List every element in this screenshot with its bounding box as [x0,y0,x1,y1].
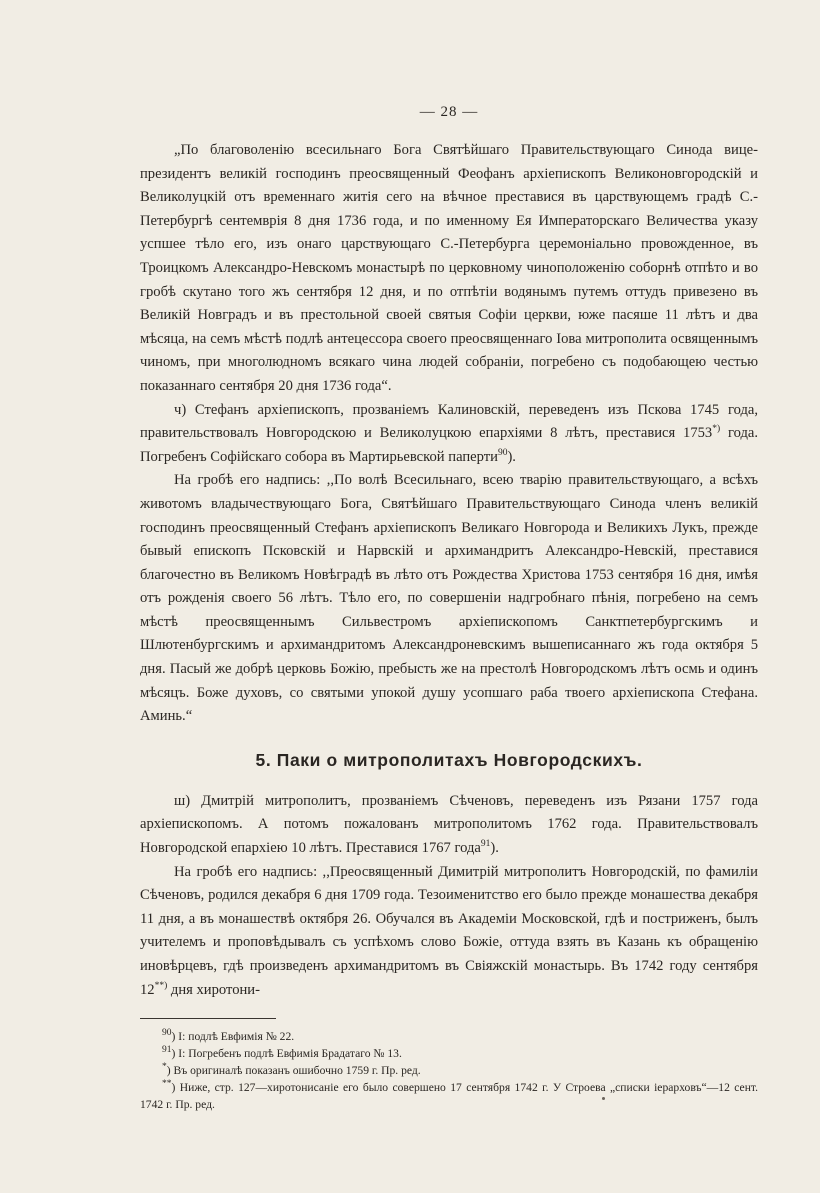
footnote-star [140,1062,758,1079]
footnote-mark: 90 [162,1028,172,1039]
footnote-text: ) I: подлѣ Евфимія № 22. [171,1030,295,1044]
page-number: — 28 — [419,104,479,120]
dimitry-text-2: ). [490,840,499,857]
dimitry-inscription-text-2: дня хиротони- [167,981,260,998]
dimitry-inscription-text-1: На гробѣ его надпись: ,,Преосвященный Димитрій митрополитъ Новгородскій, по фамиліи Сѣченовъ, родился декабря 6 дня 1709 года. Тезоименитство его было прежде монашества декабря 11 дня, а въ монашествѣ октября 26. Обучался въ Академіи Московской, гдѣ и постриженъ, былъ учителемъ и проповѣдывалъ съ успѣхомъ слово Божіе, оттуда взять въ Казань къ обращенію иновѣрцевъ, гдѣ произведенъ архимандритомъ въ Свіяжскій монастырь. Въ 1742 году сентября 12 [140,863,758,998]
stefan-paragraph [140,399,758,470]
stefan-text-1: ч) Стефанъ архіепископъ, прозваніемъ Калиновскій, переведенъ изъ Пскова 1745 года, правительствовалъ Новгородскою и Великолуцкою епархіями 8 лѣтъ, преставися 1753 [140,401,758,442]
footnote-ref-90: 90 [497,447,508,458]
footnote-91 [140,1045,758,1062]
footnote-text: ) Въ оригиналѣ показанъ ошибочно 1759 г. Пр. ред. [166,1064,421,1078]
footnote-mark: ** [162,1079,172,1090]
section-heading: 5. Паки о митрополитахъ Новгородскихъ. [255,749,643,770]
stefan-text-3: ). [507,448,516,465]
dimitry-text-1: ш) Дмитрій митрополитъ, прозваніемъ Сѣченовъ, переведенъ изъ Рязани 1757 года архіепископомъ. А потомъ пожалованъ митрополитомъ 1762 года. Правительствовалъ Новгородской епархіею 10 лѣтъ. Преставися 1767 года [140,792,758,857]
intro-quote-paragraph: „По благоволенію всесильнаго Бога Святѣйшаго Правительствующаго Синода вице-президентъ великій господинъ преосвященный Феофанъ архіепископъ Великоновгородскій и Великолуцкій отъ временнаго житія сего на вѣчное преставися въ царствующемъ градѣ С.-Петербургѣ сентемврія 8 дня 1736 года, и по именному Ея Императорскаго Величества указу успшее тѣло его, изъ онаго царствующаго С.-Петербурга церемоніально провожденное, въ Троицкомъ Александро-Невскомъ монастырѣ по церковному чиноположенію соборнѣ отпѣто и во гробѣ скутано того жъ сентября 12 дня, и по отпѣтіи водянымъ путемъ оттудъ привезено въ Великій Новградъ и въ престольной своей святыя Софіи церкви, юже пасяше 11 лѣтъ и два мѣсяца, на семъ мѣстѣ подлѣ антецессора своего преосвященнаго Іова митрополита освященнымъ чиномъ, при многолюдномъ всякаго чина людей собраніи, погребено съ подобающею честью показаннаго сентября 20 дня 1736 года“. [140,142,758,394]
footnote-90 [140,1028,758,1045]
dimitry-paragraph [140,790,758,861]
dimitry-inscription-paragraph [140,861,758,1003]
stefan-inscription-paragraph: На гробѣ его надпись: ,,По волѣ Всесильнаго, всею тварію правительствующаго, а всѣхъ животомъ владычествующаго Бога, Святѣйшаго Правительствующаго Синода членъ великій господинъ преосвященный Стефанъ архіепископъ Великаго Новгорода и Великихъ Лукъ, прежде бывый епископъ Псковскій и Нарвскій и архимандритъ Александро-Невскій, преставися благочестно въ Великомъ Новѣградѣ въ лѣто отъ Рождества Христова 1753 сентября 16 дня, имѣя отъ рожденія своего 56 лѣтъ. Тѣло его, по совершеніи надгробнаго пѣнія, погребено на семъ мѣстѣ преосвященнымъ Сильвестромъ архіепископомъ Санктпетербургскимъ и Шлютенбургскимъ и архимандритомъ Александроневскимъ вышеписаннаго жъ года октября 5 дня. Пасый же добрѣ церковь Божію, пребысть же на престолѣ Новгородскомъ лѣтъ осмь и одинъ мѣсяцъ. Боже духовъ, со святыми упокой душу усопшаго раба твоего архіепископа Стефана. Аминь.“ [140,472,758,725]
paper-speck [602,1097,605,1100]
footnote-ref-91: 91 [480,839,491,850]
footnote-mark: * [162,1062,167,1073]
footnote-text: ) I: Погребенъ подлѣ Евфимія Брадатаго № 13. [171,1047,402,1061]
footnotes-block [140,1028,758,1113]
footnote-mark: 91 [162,1045,172,1056]
footnote-ref-star: *) [712,424,721,435]
footnote-text: ) Ниже, стр. 127—хиротонисаніе его было совершено 17 сентября 1742 г. У Строева „списки іерарховъ“—12 сент. 1742 г. Пр. ред. [140,1081,758,1112]
footnote-divider [140,1018,276,1019]
footnote-ref-double-star: **) [154,980,168,991]
footnote-double-star [140,1079,758,1113]
stefan-text-2: года. Погребенъ Софійскаго собора въ Мартирьевской паперти [140,425,759,465]
